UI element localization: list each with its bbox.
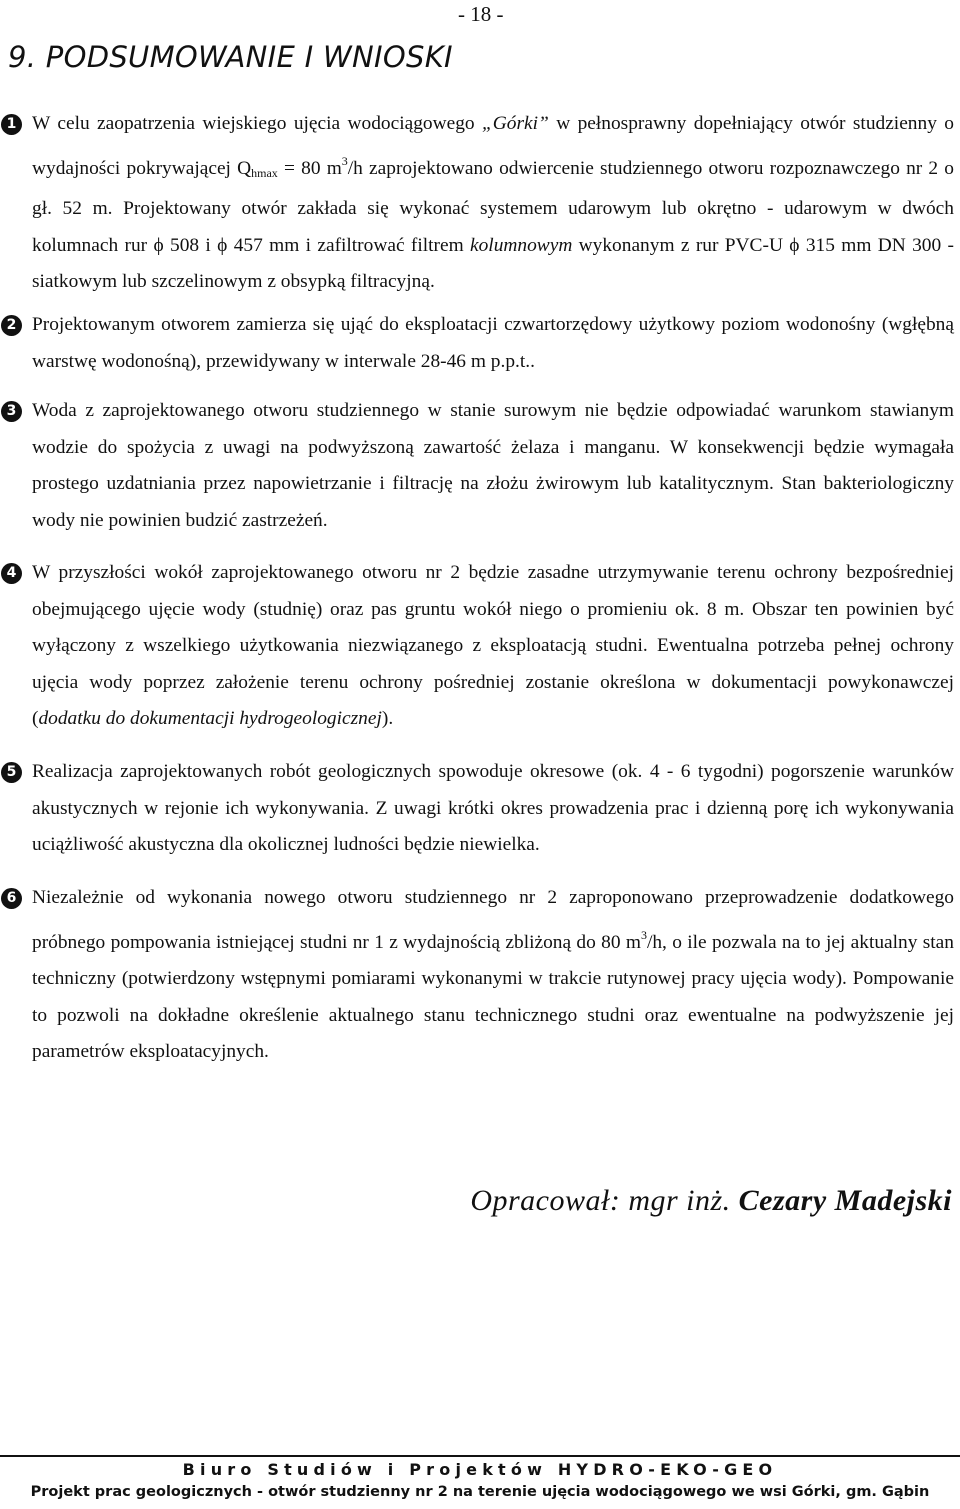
number-5-icon: 5	[1, 762, 22, 783]
conclusion-text-5: Realizacja zaprojektowanych robót geologicznych spowoduje okresowe (ok. 4 - 6 tygodni) pogorszenie warunków akustycznych w rejonie ich wykonywania. Z uwagi krótki okres prowadzenia prac i dzienną porę ich wykonywania uciążliwość akustyczna dla okolicznej ludności będzie niewielka.	[32, 761, 954, 855]
section-heading: 9. PODSUMOWANIE I WNIOSKI	[8, 40, 453, 74]
conclusion-text-1: W celu zaopatrzenia wiejskiego ujęcia wodociągowego „Górki” w pełnosprawny dopełniający otwór studzienny o wydajności pokrywającej Qhmax = 80 $m^3/h$ zaprojektowano odwiercenie studziennego otworu rozpoznawczego nr 2 o gł. 52 m. Projektowany otwór zakłada się wykonać systemem udarowym lub okrętno - udarowym w dwóch kolumnach rur ϕ 508 i ϕ 457 mm i zafiltrować filtrem kolumnowym wykonanym z rur PVC-U ϕ 315 mm DN 300 - siatkowym lub szczelinowym z obsypką filtracyjną.	[32, 113, 954, 292]
footer-project-title: Projekt prac geologicznych - otwór studzienny nr 2 na terenie ujęcia wodociągowego we wsi Górki, gm. Gąbin	[30, 1484, 930, 1500]
footer-company: Biuro Studiów i Projektów HYDRO-EKO-GEO	[182, 1460, 778, 1479]
author-name: Cezary Madejski	[738, 1184, 952, 1217]
number-6-icon: 6	[1, 888, 22, 909]
conclusion-text-2: Projektowanym otworem zamierza się ująć do eksploatacji czwartorzędowy użytkowy poziom wodonośny (wgłębną warstwę wodonośną), przewidywany w interwale 28-46 m p.p.t..	[32, 314, 954, 372]
conclusion-item-3	[0, 393, 954, 539]
conclusion-text-6: Niezależnie od wykonania nowego otworu studziennego nr 2 zaproponowano przeprowadzenie dodatkowego próbnego pompowania istniejącej studni nr 1 z wydajnością zbliżoną do 80 $m^3/h$, o ile pozwala na to jej aktualny stan techniczny (potwierdzony wstępnymi pomiarami wykonanymi w trakcie rutynowej pracy ujęcia wody). Pompowanie to pozwoli na dokładne określenie aktualnego stanu technicznego studni oraz ewentualne na podwyższenie jej parametrów eksploatacyjnych.	[32, 887, 954, 1062]
signature	[470, 1184, 952, 1218]
conclusion-item-4	[0, 555, 954, 738]
conclusion-item-1	[0, 106, 954, 301]
number-2-icon: 2	[1, 315, 22, 336]
conclusion-item-6	[0, 880, 954, 1071]
page-number: - 18 -	[458, 2, 504, 26]
footer-divider	[0, 1455, 960, 1457]
conclusion-text-4: W przyszłości wokół zaprojektowanego otworu nr 2 będzie zasadne utrzymywanie terenu ochrony bezpośredniej obejmującego ujęcie wody (studnię) oraz pas gruntu wokół niego o promieniu ok. 8 m. Obszar ten powinien być wyłączony z wszelkiego użytkowania niezwiązanego z eksploatacją studni. Ewentualna potrzeba pełnej ochrony ujęcia wody poprzez założenie terenu ochrony pośredniej zostanie określona w dokumentacji powykonawczej (dodatku do dokumentacji hydrogeologicznej).	[32, 562, 954, 729]
signature-prefix: Opracował: mgr inż.	[470, 1184, 739, 1217]
conclusion-item-5	[0, 754, 954, 864]
number-1-icon: 1	[1, 114, 22, 135]
conclusion-item-2	[0, 307, 954, 380]
number-4-icon: 4	[1, 563, 22, 584]
number-3-icon: 3	[1, 401, 22, 422]
conclusion-text-3: Woda z zaprojektowanego otworu studziennego w stanie surowym nie będzie odpowiadać warunkom stawianym wodzie do spożycia z uwagi na podwyższoną zawartość żelaza i manganu. W konsekwencji będzie wymagała prostego uzdatniania przez napowietrzanie i filtrację na złożu żwirowym lub katalitycznym. Stan bakteriologiczny wody nie powinien budzić zastrzeżeń.	[32, 400, 954, 531]
